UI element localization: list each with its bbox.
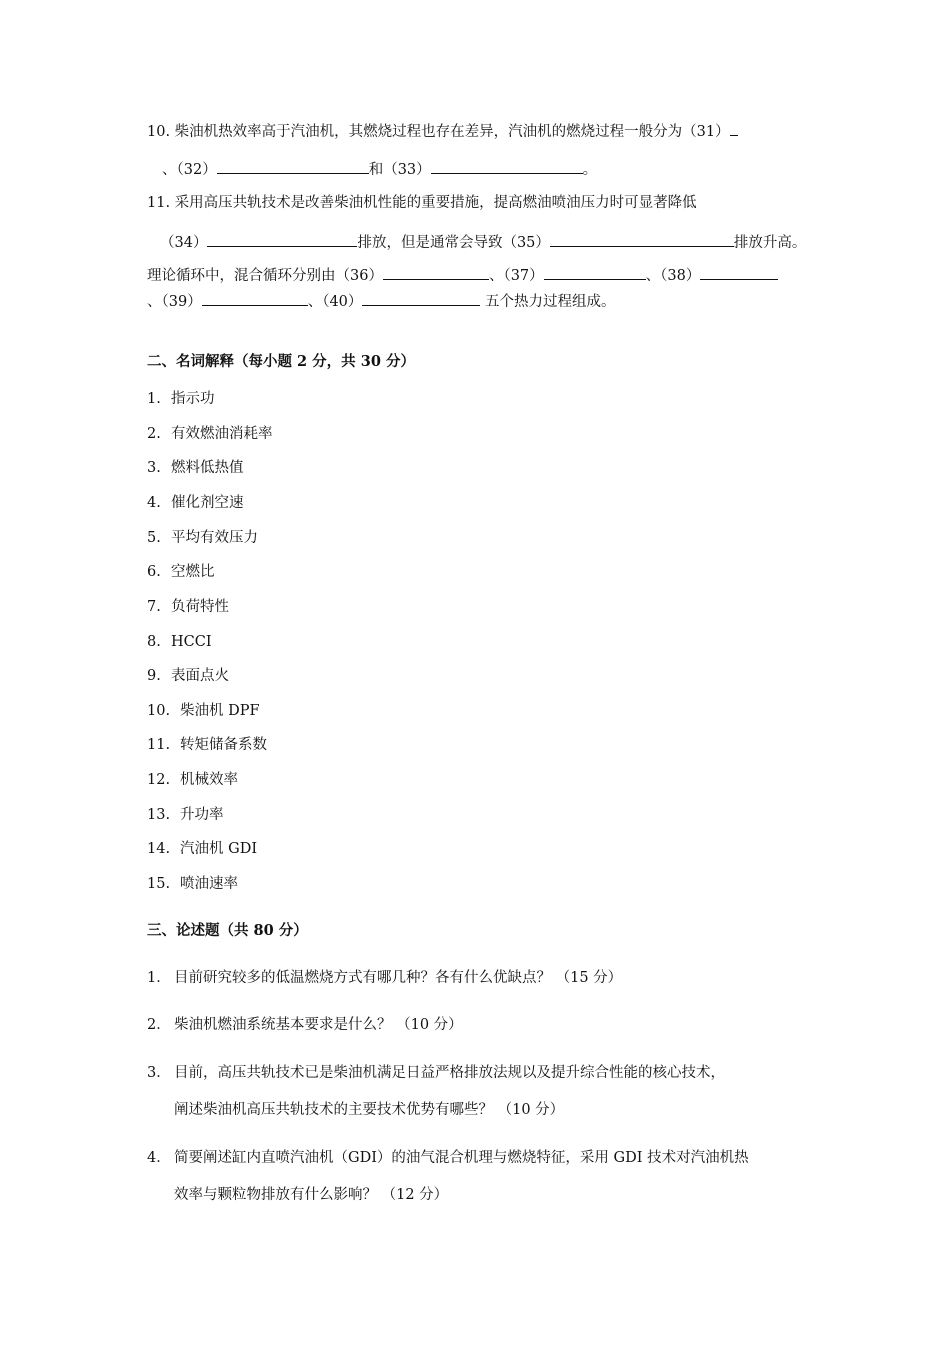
term-text: 柴油机 DPF: [180, 703, 260, 719]
term-num: 9.: [147, 668, 161, 684]
term-item: [147, 874, 238, 894]
q12-line2: [147, 290, 616, 312]
section3-title: 三、论述题（共 80 分）: [147, 922, 308, 939]
question-text: 目前研究较多的低温燃烧方式有哪几种？各有什么优缺点？ （15 分）: [174, 970, 623, 986]
term-text: 空燃比: [171, 564, 215, 580]
q10-text: 10. 柴油机热效率高于汽油机，其燃烧过程也存在差异，汽油机的燃烧过程一般分为（31）: [147, 124, 730, 140]
q10-line2: [162, 158, 597, 180]
term-num: 8.: [147, 634, 161, 650]
term-text: 催化剂空速: [171, 495, 244, 511]
term-text: HCCI: [171, 634, 212, 650]
term-num: 5.: [147, 530, 161, 546]
question-text: 简要阐述缸内直喷汽油机（GDI）的油气混合机理与燃烧特征，采用 GDI 技术对汽油机热: [174, 1150, 749, 1166]
blank-35: [550, 231, 734, 247]
q12-part-b: 、（37）: [488, 268, 544, 284]
term-num: 14.: [147, 841, 171, 857]
term-item: [147, 389, 215, 409]
term-item: [147, 597, 229, 617]
question-text-cont: 效率与颗粒物排放有什么影响？ （12 分）: [174, 1187, 449, 1203]
term-num: 12.: [147, 772, 171, 788]
essay-question: [147, 1063, 725, 1083]
term-item: [147, 493, 244, 513]
term-item: [147, 528, 258, 548]
term-item: [147, 458, 244, 478]
term-num: 1.: [147, 391, 161, 407]
term-text: 喷油速率: [180, 876, 238, 892]
essay-question: [147, 1015, 463, 1035]
blank-33: [431, 158, 583, 174]
q10-line1: [147, 120, 738, 142]
term-text: 表面点火: [171, 668, 229, 684]
blank-34: [207, 231, 357, 247]
blank-32: [217, 158, 369, 174]
q10-end: 。: [582, 162, 598, 178]
blank-36: [383, 264, 489, 280]
term-item: [147, 666, 229, 686]
term-text: 负荷特性: [171, 599, 229, 615]
question-num: 1．: [147, 970, 171, 986]
blank-39: [202, 290, 308, 306]
term-num: 10.: [147, 703, 171, 719]
term-num: 15.: [147, 876, 171, 892]
question-text: 柴油机燃油系统基本要求是什么？ （10 分）: [174, 1017, 463, 1033]
q11-end: 排放升高。: [733, 235, 807, 251]
term-text: 机械效率: [180, 772, 238, 788]
term-num: 6.: [147, 564, 161, 580]
question-num: 3．: [147, 1065, 171, 1081]
term-text: 有效燃油消耗率: [171, 426, 273, 442]
q12-part-e: 、（40）: [307, 294, 363, 310]
term-num: 7.: [147, 599, 161, 615]
term-item: [147, 839, 257, 859]
q12-part-c: 、（38）: [645, 268, 701, 284]
term-text: 汽油机 GDI: [180, 841, 258, 857]
term-item: [147, 562, 215, 582]
term-num: 13.: [147, 807, 171, 823]
q11-part-a: （34）: [160, 235, 208, 251]
term-text: 转矩储备系数: [180, 737, 267, 753]
term-item: [147, 424, 273, 444]
term-item: [147, 701, 260, 721]
blank-38: [700, 264, 778, 280]
term-num: 2.: [147, 426, 161, 442]
term-num: 11.: [147, 737, 171, 753]
q10-part-b: 和（33）: [368, 162, 431, 178]
q12-part-d: 、（39）: [147, 294, 202, 310]
term-item: [147, 632, 212, 652]
term-text: 燃料低热值: [171, 460, 244, 476]
blank-31: [730, 120, 738, 136]
term-num: 4.: [147, 495, 161, 511]
q12-line1: [147, 264, 778, 286]
question-num: 2．: [147, 1017, 171, 1033]
q12-end: 五个热力过程组成。: [480, 294, 616, 310]
q11-text: 11. 采用高压共轨技术是改善柴油机性能的重要措施，提高燃油喷油压力时可显著降低: [147, 195, 697, 211]
term-text: 平均有效压力: [171, 530, 258, 546]
essay-question: [147, 1148, 749, 1168]
blank-40: [362, 290, 480, 306]
q12-part-a: 理论循环中，混合循环分别由（36）: [147, 268, 383, 284]
term-num: 3.: [147, 460, 161, 476]
q11-line1: [147, 193, 697, 213]
blank-37: [544, 264, 646, 280]
term-item: [147, 770, 238, 790]
essay-question: [147, 968, 622, 988]
q10-part-a: 、（32）: [162, 162, 217, 178]
q11-line2: [160, 231, 806, 253]
term-text: 升功率: [180, 807, 224, 823]
question-text-cont: 阐述柴油机高压共轨技术的主要技术优势有哪些？ （10 分）: [174, 1102, 565, 1118]
term-item: [147, 805, 224, 825]
term-text: 指示功: [171, 391, 215, 407]
term-item: [147, 735, 267, 755]
q11-part-b: 排放，但是通常会导致（35）: [357, 235, 550, 251]
section2-title: 二、名词解释（每小题 2 分，共 30 分）: [147, 353, 415, 370]
question-num: 4．: [147, 1150, 171, 1166]
question-text: 目前，高压共轨技术已是柴油机满足日益严格排放法规以及提升综合性能的核心技术，: [174, 1065, 725, 1081]
